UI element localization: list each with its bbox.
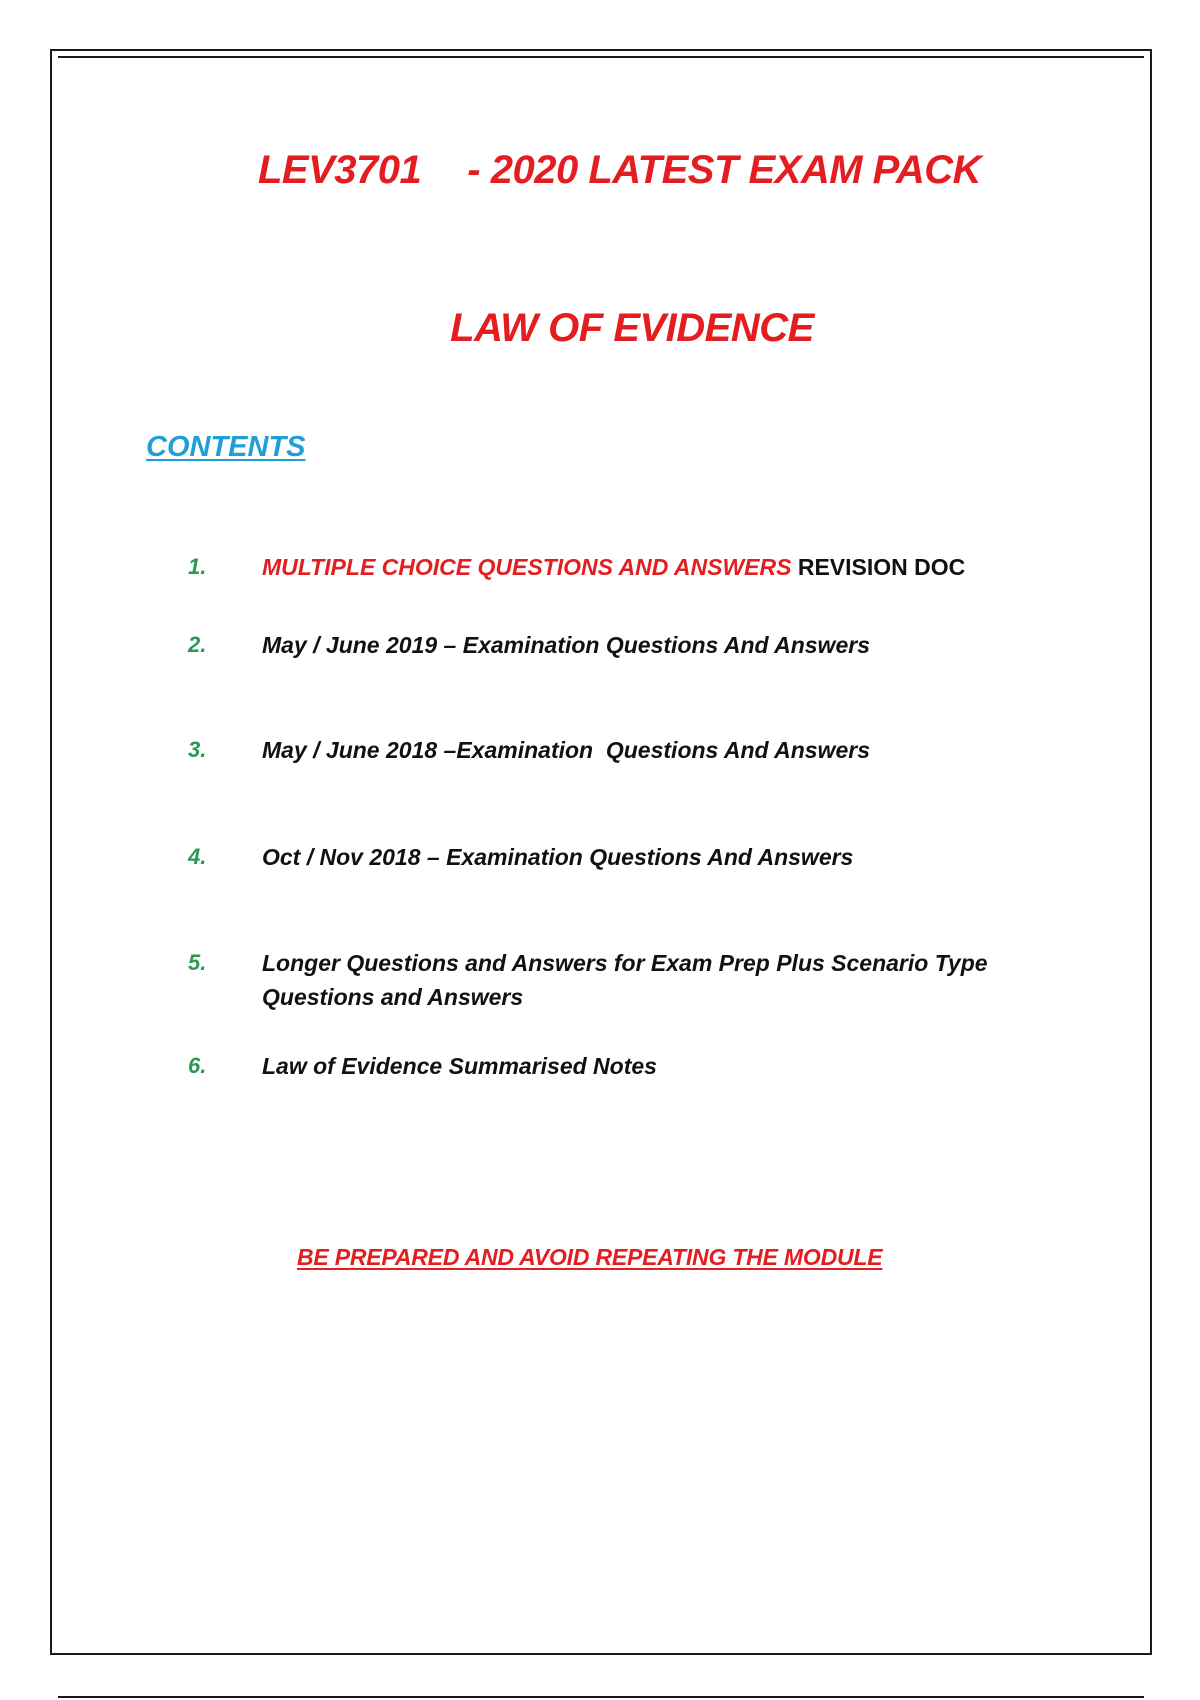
toc-number: 3. xyxy=(188,737,207,762)
document-subtitle: LAW OF EVIDENCE xyxy=(450,306,814,350)
toc-item-2 xyxy=(0,628,1200,708)
toc-item-3 xyxy=(0,733,1200,813)
toc-number: 2. xyxy=(188,632,207,657)
document-title xyxy=(258,148,981,204)
footer-slogan: BE PREPARED AND AVOID REPEATING THE MODULE xyxy=(297,1244,883,1270)
toc-number: 5. xyxy=(188,950,207,975)
bottom-rule xyxy=(58,1696,1144,1698)
toc-text-suffix: REVISION DOC xyxy=(797,554,966,580)
contents-heading: CONTENTS xyxy=(146,431,306,463)
toc-number: 6. xyxy=(188,1053,207,1078)
toc-text: May / June 2018 –Examination Questions And Answers xyxy=(262,737,870,763)
toc-number: 1. xyxy=(188,554,207,579)
toc-text: Law of Evidence Summarised Notes xyxy=(262,1053,657,1079)
toc-text xyxy=(262,550,1022,584)
toc-item-1 xyxy=(0,550,1200,630)
title-exam-pack: - 2020 LATEST EXAM PACK xyxy=(467,148,982,192)
toc-item-5 xyxy=(0,946,1200,1026)
toc-text: May / June 2019 – Examination Questions And Answers xyxy=(262,632,870,658)
toc-item-6 xyxy=(0,1049,1200,1129)
toc-text: Longer Questions and Answers for Exam Prep Plus Scenario Type Questions and Answers xyxy=(262,950,988,1010)
title-course-code: LEV3701 xyxy=(258,148,422,192)
toc-item-4 xyxy=(0,840,1200,920)
toc-text: Oct / Nov 2018 – Examination Questions And Answers xyxy=(262,844,854,870)
toc-number: 4. xyxy=(188,844,207,869)
toc-text-highlight: MULTIPLE CHOICE QUESTIONS AND ANSWERS xyxy=(262,554,792,580)
top-rule xyxy=(58,56,1144,58)
